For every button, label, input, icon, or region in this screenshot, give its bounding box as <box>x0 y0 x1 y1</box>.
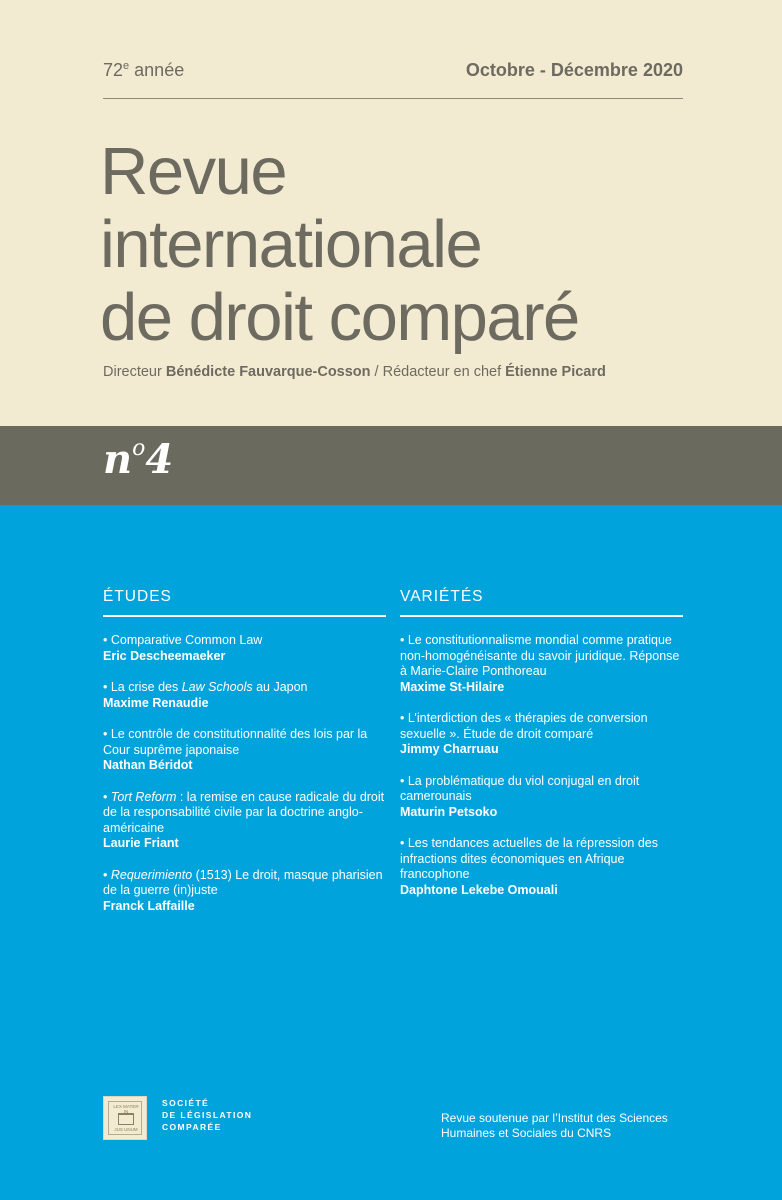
varietes-heading: VARIÉTÉS <box>400 588 683 617</box>
etudes-list <box>103 633 386 914</box>
book-icon <box>118 1113 134 1125</box>
issue-date: Octobre - Décembre 2020 <box>465 60 683 80</box>
varietes-list <box>400 633 683 898</box>
issue-number: $n^o4$ <box>103 436 174 483</box>
journal-title <box>100 135 579 354</box>
title-line-3: de droit comparé <box>100 280 579 355</box>
etudes-entry: • Requerimiento (1513) Le droit, masque pharisien de la guerre (in)juste Franck Laffaille <box>103 867 383 913</box>
title-line-1: Revue <box>100 134 287 209</box>
varietes-column <box>400 588 683 914</box>
etudes-heading: ÉTUDES <box>103 588 386 617</box>
title-line-2: internationale <box>100 207 482 282</box>
contents-section <box>0 505 782 1200</box>
etudes-column <box>103 588 386 930</box>
varietes-entry: • Les tendances actuelles de la répression des infractions dites économiques en Afrique francophone Daphtone Lekebe Omouali <box>400 836 659 897</box>
etudes-entry: • La crise des Law Schools au Japon Maxime Renaudie <box>103 680 308 710</box>
issue-meta-row <box>103 60 683 90</box>
etudes-entry: • Le contrôle de constitutionnalité des lois par la Cour suprême japonaise Nathan Béridot <box>103 727 368 772</box>
etudes-entry: • Comparative Common Law Eric Descheemaeker <box>103 633 263 663</box>
varietes-entry: • Le constitutionnalisme mondial comme pratique non-homogénéisante du savoir juridique. Réponse à Marie-Claire Ponthoreau Maxime St-Hilaire <box>400 633 680 694</box>
etudes-entry: • Tort Reform : la remise en cause radicale du droit de la responsabilité civile par la doctrine anglo-américaine Laurie Friant <box>103 789 385 850</box>
issue-number-band <box>0 426 782 505</box>
cover-top-section <box>0 0 782 426</box>
editor-name: Étienne Picard <box>505 364 606 380</box>
varietes-entry: • L’interdiction des « thérapies de conversion sexuelle ». Étude de droit comparé Jimmy Charruau <box>400 711 648 756</box>
volume-year: 72e année <box>103 60 185 80</box>
director-name: Bénédicte Fauvarque-Cosson <box>165 364 371 380</box>
society-logo-icon: LEX MATER IN JUS UNUM <box>103 1096 147 1140</box>
header-divider <box>103 98 683 99</box>
cnrs-support-note: Revue soutenue par l’Institut des Sciences Humaines et Sociales du CNRS <box>441 1111 668 1140</box>
society-name: SOCIÉTÉ DE LÉGISLATION COMPARÉE <box>162 1098 253 1132</box>
editorial-credits: Directeur Bénédicte Fauvarque-Cosson / Rédacteur en chef Étienne Picard <box>103 364 606 380</box>
varietes-entry: • La problématique du viol conjugal en droit camerounais Maturin Petsoko <box>400 773 640 819</box>
